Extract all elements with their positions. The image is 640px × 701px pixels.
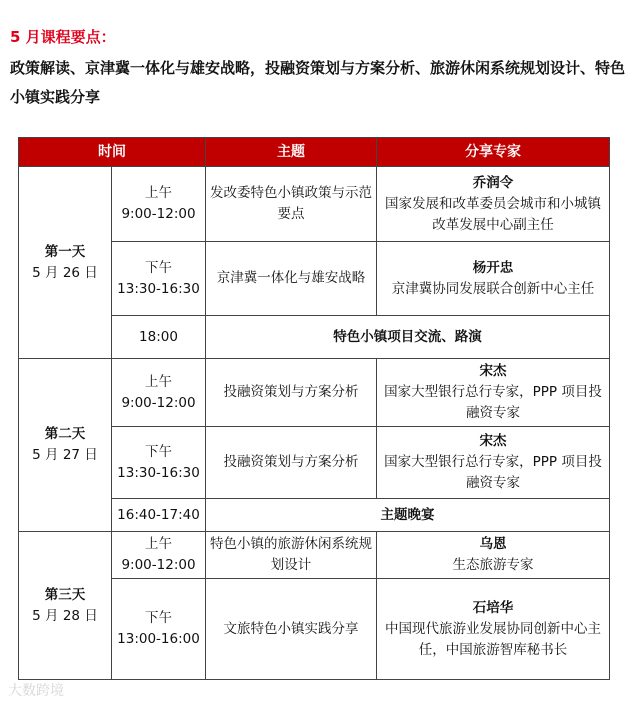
course-summary: 政策解读、京津冀一体化与雄安战略，投融资策划与方案分析、旅游休闲系统规划设计、特色小镇实践分享 xyxy=(10,59,626,106)
expert-name: 乌恩 xyxy=(479,536,507,552)
table-header xyxy=(19,138,610,167)
header-topic: 主题 xyxy=(206,138,377,167)
period: 下午 xyxy=(145,259,172,276)
time-cell xyxy=(112,242,206,316)
period: 下午 xyxy=(145,443,172,460)
time-range: 13:30-16:30 xyxy=(117,464,200,481)
header-expert: 分享专家 xyxy=(377,138,610,167)
header-time: 时间 xyxy=(19,138,206,167)
day-label: 第二天 xyxy=(44,426,86,442)
expert-cell xyxy=(377,427,610,499)
expert-name: 石培华 xyxy=(472,599,514,616)
time-cell: 18:00 xyxy=(112,316,206,359)
topic-cell: 投融资策划与方案分析 xyxy=(206,427,377,499)
time-cell: 16:40-17:40 xyxy=(112,499,206,532)
watermark: 大数跨境 xyxy=(8,683,64,699)
time-cell xyxy=(112,427,206,499)
time-range: 9:00-12:00 xyxy=(121,206,196,222)
period: 上午 xyxy=(145,373,172,390)
table-row xyxy=(19,359,610,427)
day-date: 5 月 27 日 xyxy=(32,447,98,463)
expert-cell xyxy=(377,242,610,316)
topic-cell: 京津冀一体化与雄安战略 xyxy=(206,242,377,316)
time-range: 13:30-16:30 xyxy=(117,280,200,297)
expert-name: 宋杰 xyxy=(479,363,507,379)
day-date: 5 月 28 日 xyxy=(32,607,98,624)
expert-title: 国家发展和改革委员会城市和小城镇改革发展中心副主任 xyxy=(385,195,601,233)
schedule-table xyxy=(18,137,610,680)
expert-title: 生态旅游专家 xyxy=(452,557,534,573)
expert-title: 国家大型银行总行专家，PPP 项目投融资专家 xyxy=(384,384,602,421)
day-cell xyxy=(19,167,112,359)
section-title: 5 月课程要点： xyxy=(10,28,116,46)
period: 下午 xyxy=(145,610,172,626)
topic-cell: 文旅特色小镇实践分享 xyxy=(206,579,377,680)
expert-name: 杨开忠 xyxy=(472,259,514,276)
time-cell xyxy=(112,532,206,579)
time-range: 9:00-12:00 xyxy=(121,394,196,411)
period: 上午 xyxy=(145,185,172,201)
table-row xyxy=(19,167,610,242)
expert-title: 中国现代旅游业发展协同创新中心主任，中国旅游智库秘书长 xyxy=(385,620,601,658)
expert-title: 国家大型银行总行专家，PPP 项目投融资专家 xyxy=(384,454,602,491)
topic-cell: 投融资策划与方案分析 xyxy=(206,359,377,427)
day-label: 第一天 xyxy=(44,243,86,260)
expert-title: 京津冀协同发展联合创新中心主任 xyxy=(391,280,595,297)
day-date: 5 月 26 日 xyxy=(32,264,98,281)
expert-cell xyxy=(377,167,610,242)
event-cell: 特色小镇项目交流、路演 xyxy=(206,316,610,359)
day-label: 第三天 xyxy=(44,586,86,603)
time-cell xyxy=(112,167,206,242)
time-range: 9:00-12:00 xyxy=(121,557,196,573)
topic-cell: 特色小镇的旅游休闲系统规划设计 xyxy=(206,532,377,579)
topic-cell: 发改委特色小镇政策与示范要点 xyxy=(206,167,377,242)
event-cell: 主题晚宴 xyxy=(206,499,610,532)
expert-name: 乔润令 xyxy=(472,174,514,191)
expert-cell xyxy=(377,579,610,680)
time-cell xyxy=(112,359,206,427)
expert-cell xyxy=(377,359,610,427)
table-row xyxy=(19,532,610,579)
day-cell xyxy=(19,532,112,680)
period: 上午 xyxy=(145,536,172,552)
time-cell xyxy=(112,579,206,680)
time-range: 13:00-16:00 xyxy=(117,631,200,647)
day-cell xyxy=(19,359,112,532)
expert-name: 宋杰 xyxy=(479,433,507,449)
expert-cell xyxy=(377,532,610,579)
